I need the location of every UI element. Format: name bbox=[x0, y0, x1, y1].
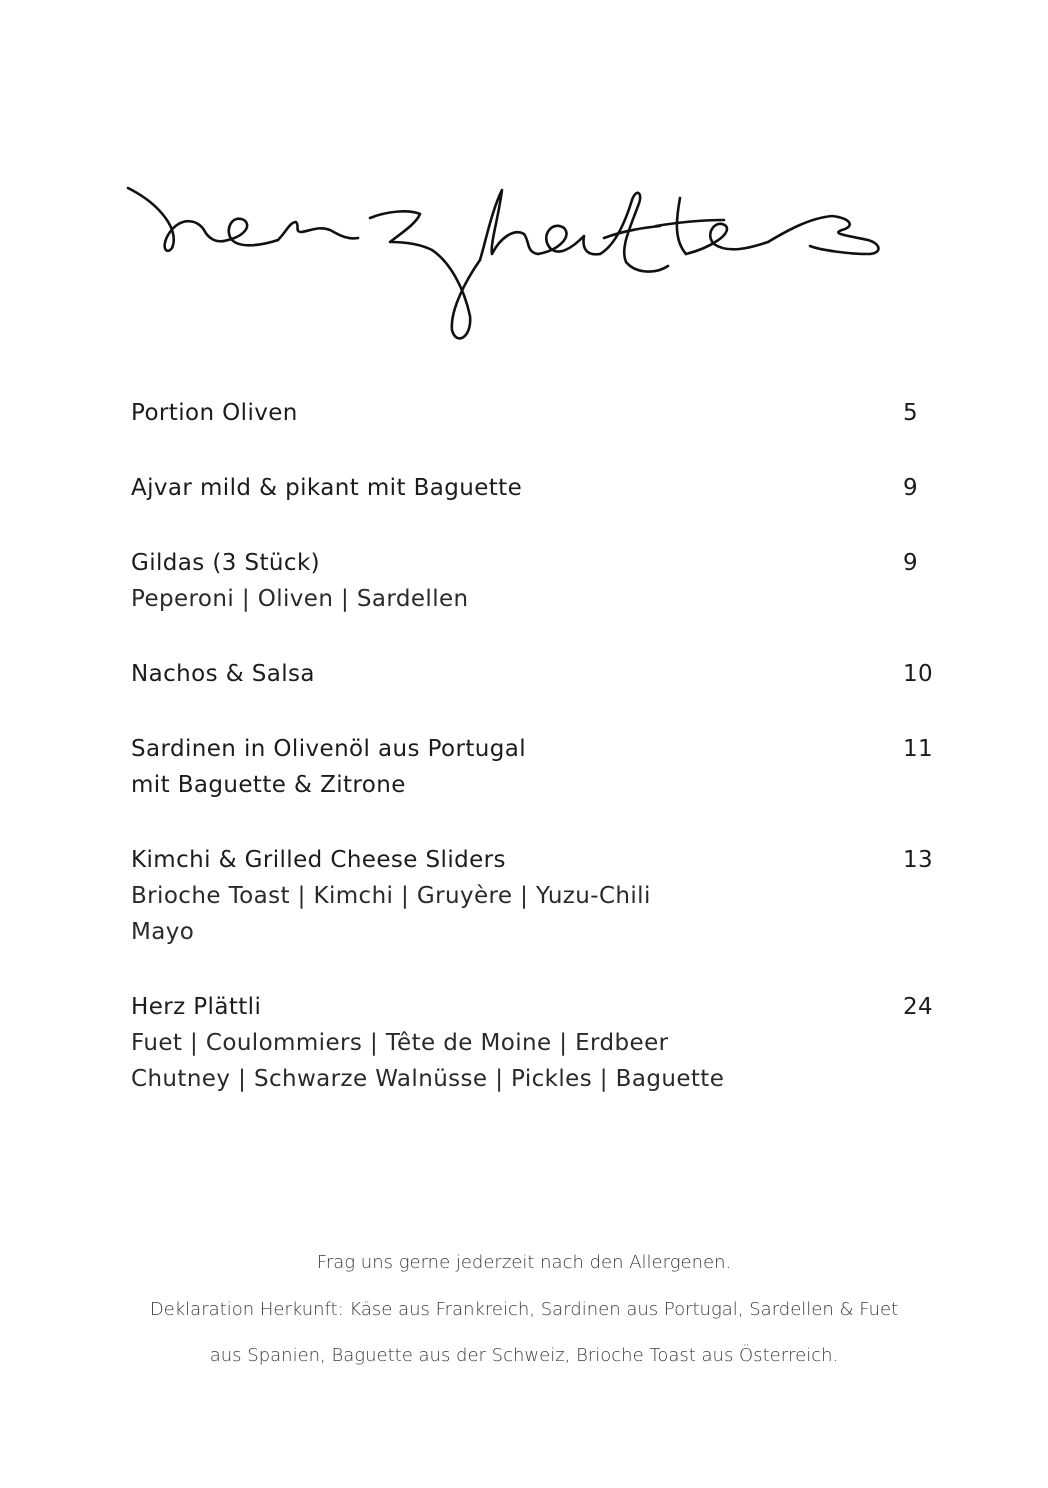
item-price: 9 bbox=[903, 550, 919, 576]
item-description: Mayo bbox=[131, 919, 195, 945]
item-name-line-2: mit Baguette & Zitrone bbox=[131, 772, 406, 798]
origin-declaration-line-1: Deklaration Herkunft: Käse aus Frankreich, Sardinen aus Portugal, Sardellen & Fuet bbox=[149, 1298, 899, 1320]
item-price: 9 bbox=[903, 475, 919, 501]
item-name: Herz Plättli bbox=[131, 994, 262, 1020]
menu-list bbox=[131, 395, 951, 1136]
item-price: 13 bbox=[903, 847, 934, 873]
origin-declaration-line-2: aus Spanien, Baguette aus der Schweiz, Brioche Toast aus Österreich. bbox=[209, 1345, 839, 1366]
item-price: 10 bbox=[903, 661, 934, 687]
allergen-note: Frag uns gerne jederzeit nach den Allergenen. bbox=[316, 1252, 732, 1273]
item-price: 24 bbox=[903, 994, 934, 1020]
item-name: Gildas (3 Stück) bbox=[131, 550, 321, 576]
item-name: Ajvar mild & pikant mit Baguette bbox=[131, 475, 523, 501]
item-description: Fuet | Coulommiers | Tête de Moine | Erdbeer bbox=[131, 1030, 669, 1056]
menu-item bbox=[131, 731, 951, 803]
menu-item bbox=[131, 470, 951, 506]
item-name: Kimchi & Grilled Cheese Sliders bbox=[131, 847, 506, 873]
menu-item bbox=[131, 989, 951, 1097]
item-name: Sardinen in Olivenöl aus Portugal bbox=[131, 736, 527, 762]
script-title-logo bbox=[120, 170, 900, 360]
item-description: Peperoni | Oliven | Sardellen bbox=[131, 586, 469, 612]
menu-item bbox=[131, 395, 951, 431]
item-price: 11 bbox=[903, 736, 934, 762]
item-name: Portion Oliven bbox=[131, 400, 298, 426]
menu-item bbox=[131, 842, 951, 950]
item-description: Brioche Toast | Kimchi | Gruyère | Yuzu-Chili bbox=[131, 883, 651, 909]
item-description: Chutney | Schwarze Walnüsse | Pickles | Baguette bbox=[131, 1066, 725, 1092]
item-name: Nachos & Salsa bbox=[131, 661, 315, 687]
allergen-footer bbox=[0, 1240, 1048, 1380]
menu-item bbox=[131, 545, 951, 617]
menu-item bbox=[131, 656, 951, 692]
item-price: 5 bbox=[903, 400, 919, 426]
